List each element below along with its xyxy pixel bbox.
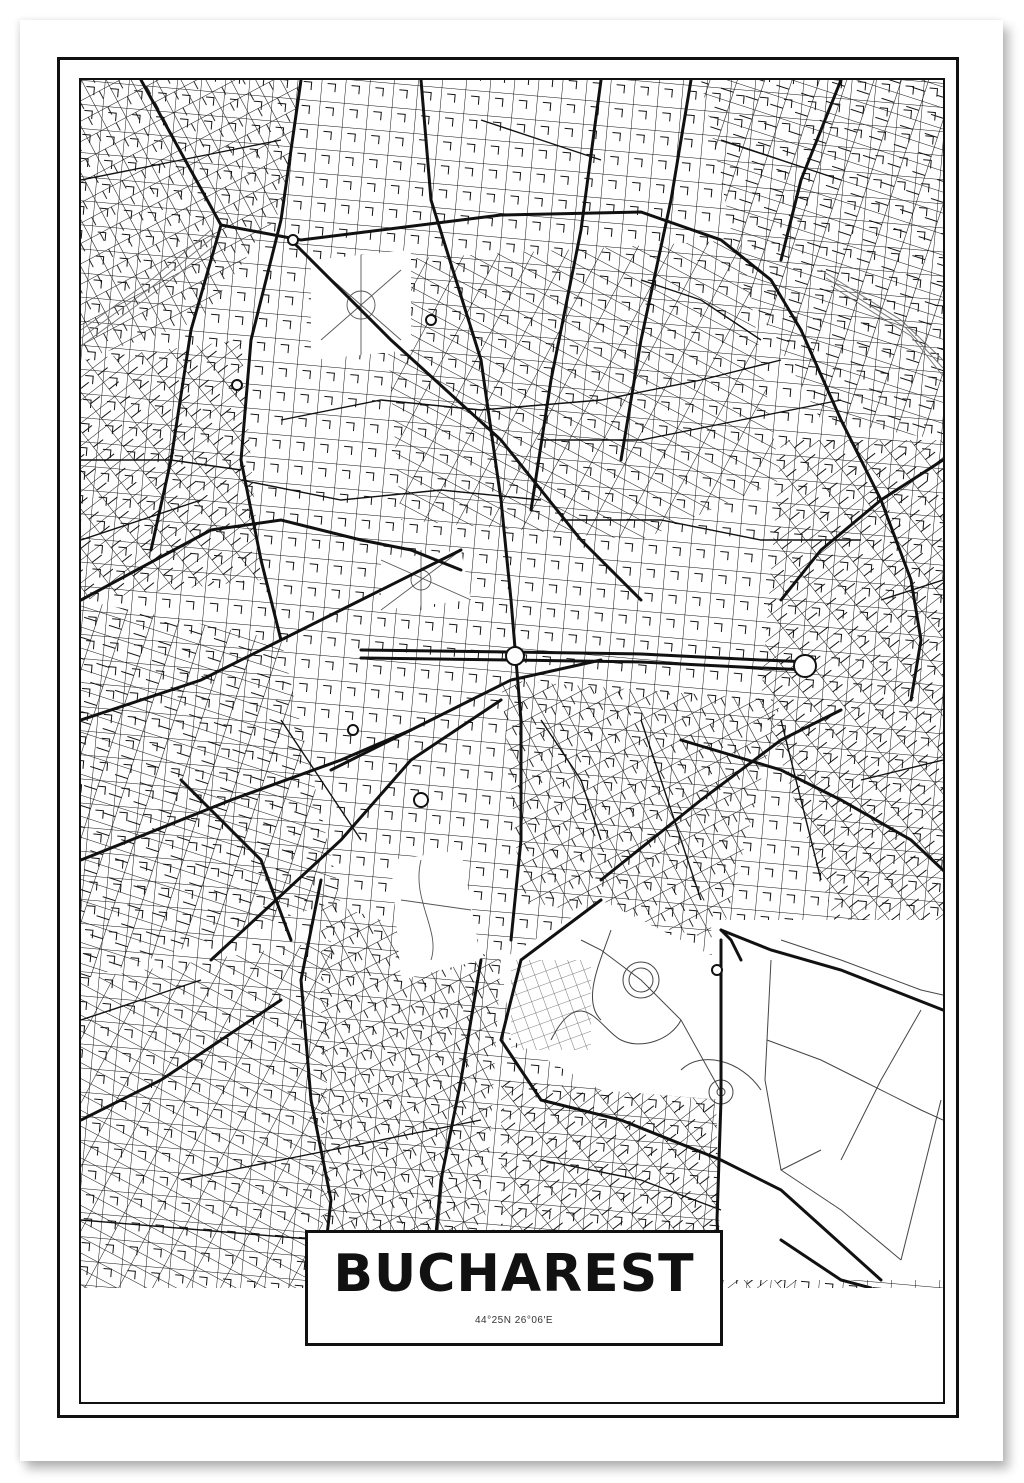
map-frame: [79, 78, 945, 1404]
title-box: [305, 1230, 723, 1346]
city-name: BUCHAREST: [333, 1244, 695, 1304]
map-poster: [20, 20, 1003, 1461]
street-map: [81, 80, 943, 1288]
coordinates: 44°25N 26°06'E: [474, 1315, 554, 1326]
